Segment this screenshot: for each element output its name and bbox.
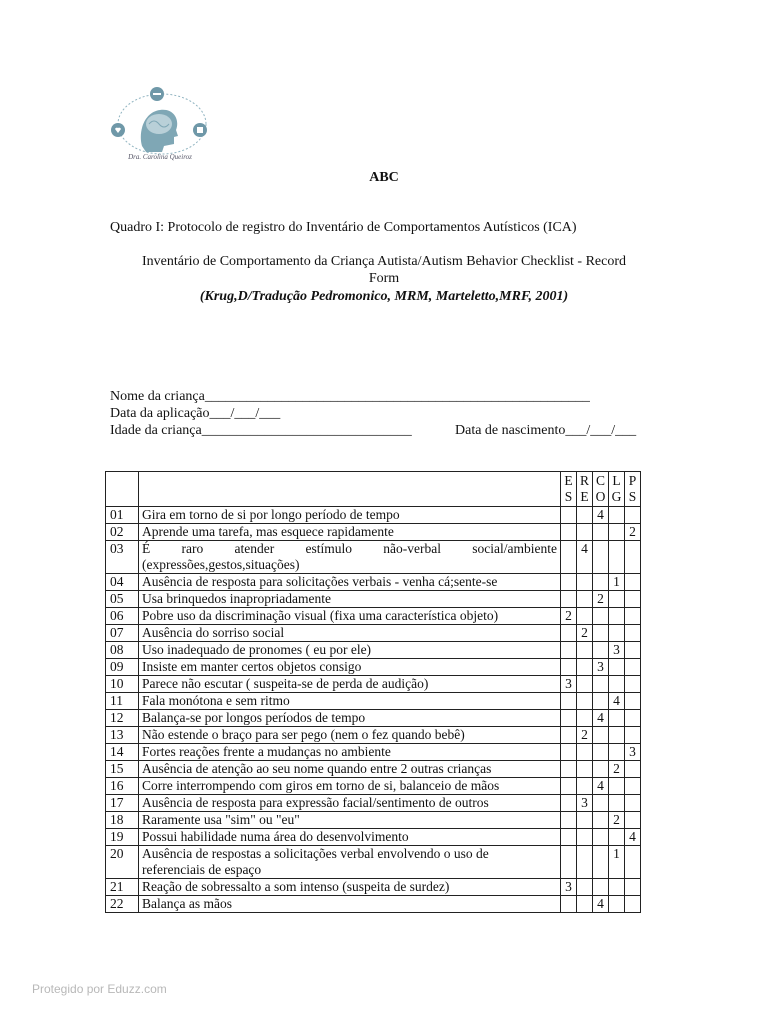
- row-number: 16: [106, 778, 139, 795]
- header-blank-desc: [139, 472, 561, 507]
- row-score: 2: [609, 812, 625, 829]
- row-description: Ausência do sorriso social: [139, 625, 561, 642]
- row-score-empty: [593, 812, 609, 829]
- row-description: Reação de sobressalto a som intenso (suspeita de surdez): [139, 879, 561, 896]
- row-score: 1: [609, 846, 625, 879]
- row-description: Raramente usa "sim" ou "eu": [139, 812, 561, 829]
- column-header: [609, 472, 625, 507]
- row-score-empty: [609, 879, 625, 896]
- row-score-empty: [577, 693, 593, 710]
- row-score-empty: [625, 541, 641, 574]
- row-number: 21: [106, 879, 139, 896]
- row-score-empty: [625, 693, 641, 710]
- row-description: Possui habilidade numa área do desenvolvimento: [139, 829, 561, 846]
- column-header-top: L: [612, 473, 621, 488]
- row-score-empty: [609, 727, 625, 744]
- row-score-empty: [577, 608, 593, 625]
- row-description: Fala monótona e sem ritmo: [139, 693, 561, 710]
- document-title: ABC: [369, 170, 399, 185]
- row-score-empty: [593, 727, 609, 744]
- row-score: 2: [609, 761, 625, 778]
- row-number: 12: [106, 710, 139, 727]
- row-score-empty: [593, 524, 609, 541]
- row-description: Uso inadequado de pronomes ( eu por ele): [139, 642, 561, 659]
- row-score: 3: [625, 744, 641, 761]
- row-score-empty: [625, 625, 641, 642]
- row-score-empty: [561, 846, 577, 879]
- row-score-empty: [577, 812, 593, 829]
- row-score: 4: [593, 778, 609, 795]
- table-row: [106, 710, 641, 727]
- column-header-top: E: [564, 473, 573, 488]
- row-score-empty: [561, 761, 577, 778]
- column-header-bottom: S: [564, 489, 573, 504]
- table-row: [106, 778, 641, 795]
- table-row: [106, 727, 641, 744]
- table-row: [106, 524, 641, 541]
- row-score-empty: [609, 524, 625, 541]
- row-description: Fortes reações frente a mudanças no ambiente: [139, 744, 561, 761]
- row-number: 05: [106, 591, 139, 608]
- table-row: [106, 693, 641, 710]
- table-row: [106, 659, 641, 676]
- row-score-empty: [625, 642, 641, 659]
- row-description: Não estende o braço para ser pego (nem o fez quando bebê): [139, 727, 561, 744]
- row-description: Parece não escutar ( suspeita-se de perda de audição): [139, 676, 561, 693]
- row-score-empty: [561, 896, 577, 913]
- row-score-empty: [593, 829, 609, 846]
- row-score-empty: [625, 761, 641, 778]
- application-date-field: Data da aplicação___/___/___: [110, 406, 281, 421]
- row-score-empty: [561, 744, 577, 761]
- row-score-empty: [593, 693, 609, 710]
- table-row: [106, 829, 641, 846]
- row-description-line: É raro atender estímulo não-verbal social/ambiente: [142, 541, 557, 556]
- table-row: [106, 608, 641, 625]
- column-header-top: R: [579, 473, 589, 488]
- row-score-empty: [561, 778, 577, 795]
- table-row: [106, 879, 641, 896]
- row-number: 22: [106, 896, 139, 913]
- row-score-empty: [625, 710, 641, 727]
- column-header-bottom: E: [580, 489, 589, 504]
- row-score-empty: [577, 642, 593, 659]
- row-score-empty: [577, 744, 593, 761]
- row-score-empty: [577, 761, 593, 778]
- row-score-empty: [609, 541, 625, 574]
- inventory-heading: [110, 253, 658, 287]
- column-header: [593, 472, 609, 507]
- row-score-empty: [593, 608, 609, 625]
- row-score-empty: [593, 625, 609, 642]
- row-score: 4: [593, 710, 609, 727]
- child-age-field: Idade da criança______________________________: [110, 423, 412, 438]
- logo-signature: Dra. Carolina Queiroz: [128, 153, 192, 161]
- row-description: Gira em torno de si por longo período de tempo: [139, 507, 561, 524]
- reference-citation: (Krug,D/Tradução Pedromonico, MRM, Marteletto,MRF, 2001): [199, 289, 569, 304]
- row-score-empty: [609, 608, 625, 625]
- row-score-empty: [625, 507, 641, 524]
- row-score-empty: [577, 524, 593, 541]
- row-score-empty: [609, 710, 625, 727]
- row-score-empty: [577, 574, 593, 591]
- row-score: 4: [593, 507, 609, 524]
- table-header-row: [106, 472, 641, 507]
- row-number: 02: [106, 524, 139, 541]
- table-row: [106, 574, 641, 591]
- row-number: 18: [106, 812, 139, 829]
- row-number: 08: [106, 642, 139, 659]
- row-score-empty: [625, 812, 641, 829]
- row-description: Balança as mãos: [139, 896, 561, 913]
- table-row: [106, 795, 641, 812]
- row-score: 2: [593, 591, 609, 608]
- column-header-top: P: [628, 473, 637, 488]
- row-score-empty: [625, 795, 641, 812]
- row-score: 3: [561, 676, 577, 693]
- row-score-empty: [625, 591, 641, 608]
- row-score-empty: [577, 778, 593, 795]
- row-score-empty: [561, 642, 577, 659]
- row-score: 1: [609, 574, 625, 591]
- row-number: 01: [106, 507, 139, 524]
- row-score-empty: [593, 879, 609, 896]
- row-number: 09: [106, 659, 139, 676]
- row-score-empty: [577, 829, 593, 846]
- birth-date-field: Data de nascimento___/___/___: [455, 423, 637, 438]
- row-score-empty: [593, 676, 609, 693]
- row-score-empty: [561, 541, 577, 574]
- table-row: [106, 541, 641, 574]
- row-number: 11: [106, 693, 139, 710]
- row-score-empty: [577, 507, 593, 524]
- row-number: 15: [106, 761, 139, 778]
- row-score-empty: [593, 541, 609, 574]
- row-score-empty: [561, 710, 577, 727]
- row-score: 2: [561, 608, 577, 625]
- row-score-empty: [609, 625, 625, 642]
- row-score-empty: [561, 812, 577, 829]
- table-row: [106, 642, 641, 659]
- row-score-empty: [561, 829, 577, 846]
- row-number: 17: [106, 795, 139, 812]
- column-header-bottom: O: [595, 489, 606, 504]
- row-score-empty: [561, 727, 577, 744]
- table-row: [106, 812, 641, 829]
- row-score-empty: [593, 795, 609, 812]
- row-score-empty: [593, 846, 609, 879]
- column-header-bottom: S: [628, 489, 637, 504]
- row-score-empty: [577, 710, 593, 727]
- row-score-empty: [561, 507, 577, 524]
- row-description-line: Ausência de respostas a solicitações verbal envolvendo o uso de: [142, 846, 489, 861]
- row-score-empty: [593, 761, 609, 778]
- checklist-table: [105, 471, 641, 913]
- column-header: [561, 472, 577, 507]
- row-number: 03: [106, 541, 139, 574]
- row-score-empty: [577, 591, 593, 608]
- row-score-empty: [609, 829, 625, 846]
- column-header-top: C: [595, 473, 605, 488]
- row-number: 14: [106, 744, 139, 761]
- row-score-empty: [561, 574, 577, 591]
- row-score-empty: [561, 795, 577, 812]
- row-number: 06: [106, 608, 139, 625]
- row-description: Usa brinquedos inapropriadamente: [139, 591, 561, 608]
- row-score-empty: [577, 659, 593, 676]
- row-score: 3: [609, 642, 625, 659]
- table-row: [106, 846, 641, 879]
- row-number: 04: [106, 574, 139, 591]
- row-score-empty: [609, 507, 625, 524]
- row-score: 3: [577, 795, 593, 812]
- row-score-empty: [577, 879, 593, 896]
- row-score-empty: [625, 879, 641, 896]
- row-description: Insiste em manter certos objetos consigo: [139, 659, 561, 676]
- table-row: [106, 591, 641, 608]
- row-description: Pobre uso da discriminação visual (fixa uma característica objeto): [139, 608, 561, 625]
- row-description: Ausência de resposta para solicitações verbais - venha cá;sente-se: [139, 574, 561, 591]
- row-score: 2: [577, 625, 593, 642]
- row-description-line: referenciais de espaço: [142, 862, 262, 877]
- row-score-empty: [561, 659, 577, 676]
- row-number: 20: [106, 846, 139, 879]
- row-score-empty: [625, 676, 641, 693]
- row-score-empty: [625, 778, 641, 795]
- row-score: 4: [593, 896, 609, 913]
- brain-head-logo-icon: [104, 84, 222, 164]
- row-score: 2: [577, 727, 593, 744]
- quadro-caption: Quadro I: Protocolo de registro do Inventário de Comportamentos Autísticos (ICA): [110, 220, 577, 235]
- row-score-empty: [561, 524, 577, 541]
- checklist-body: [106, 472, 641, 913]
- row-description: Aprende uma tarefa, mas esquece rapidamente: [139, 524, 561, 541]
- row-score-empty: [609, 659, 625, 676]
- table-row: [106, 625, 641, 642]
- row-score: 3: [593, 659, 609, 676]
- row-score: 2: [625, 524, 641, 541]
- logo: [104, 84, 222, 164]
- row-score-empty: [577, 676, 593, 693]
- row-score: 4: [577, 541, 593, 574]
- row-description-line: (expressões,gestos,situações): [142, 557, 300, 572]
- row-score-empty: [593, 574, 609, 591]
- row-score-empty: [625, 727, 641, 744]
- row-score-empty: [593, 744, 609, 761]
- row-score-empty: [561, 591, 577, 608]
- row-score-empty: [609, 591, 625, 608]
- row-score-empty: [625, 659, 641, 676]
- row-number: 07: [106, 625, 139, 642]
- row-score-empty: [625, 846, 641, 879]
- row-score-empty: [609, 778, 625, 795]
- footer-watermark: Protegido por Eduzz.com: [32, 982, 167, 996]
- table-row: [106, 896, 641, 913]
- inventory-line-1: Inventário de Comportamento da Criança Autista/Autism Behavior Checklist - Record: [141, 254, 627, 269]
- inventory-line-2: Form: [368, 271, 400, 286]
- row-score-empty: [609, 676, 625, 693]
- row-score-empty: [625, 896, 641, 913]
- row-number: 10: [106, 676, 139, 693]
- row-score: 3: [561, 879, 577, 896]
- row-score-empty: [593, 642, 609, 659]
- row-description: [139, 846, 561, 879]
- table-row: [106, 744, 641, 761]
- row-description: Ausência de atenção ao seu nome quando entre 2 outras crianças: [139, 761, 561, 778]
- column-header: [577, 472, 593, 507]
- table-row: [106, 507, 641, 524]
- row-score-empty: [577, 896, 593, 913]
- row-score-empty: [561, 625, 577, 642]
- column-header-bottom: G: [611, 489, 622, 504]
- row-score: 4: [609, 693, 625, 710]
- table-row: [106, 676, 641, 693]
- row-description: [139, 541, 561, 574]
- row-number: 13: [106, 727, 139, 744]
- row-score-empty: [609, 896, 625, 913]
- row-score-empty: [609, 744, 625, 761]
- row-description: Corre interrompendo com giros em torno de si, balanceio de mãos: [139, 778, 561, 795]
- row-score-empty: [577, 846, 593, 879]
- child-name-field: Nome da criança_______________________________________________________: [110, 389, 590, 404]
- row-score-empty: [625, 574, 641, 591]
- row-score: 4: [625, 829, 641, 846]
- column-header: [625, 472, 641, 507]
- row-score-empty: [609, 795, 625, 812]
- row-description: Balança-se por longos períodos de tempo: [139, 710, 561, 727]
- row-number: 19: [106, 829, 139, 846]
- header-blank-num: [106, 472, 139, 507]
- row-score-empty: [625, 608, 641, 625]
- row-description: Ausência de resposta para expressão facial/sentimento de outros: [139, 795, 561, 812]
- row-score-empty: [561, 693, 577, 710]
- table-row: [106, 761, 641, 778]
